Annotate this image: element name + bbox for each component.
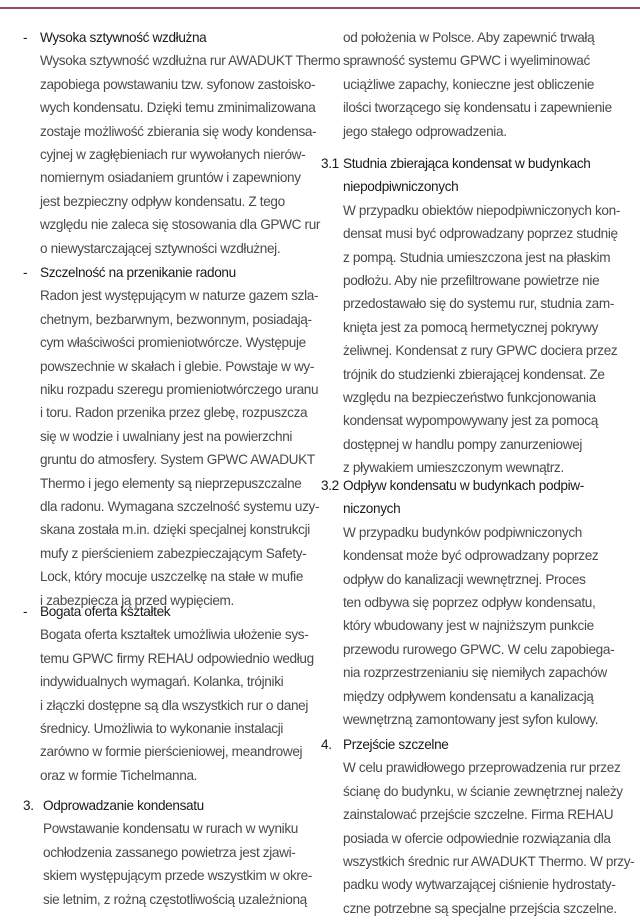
body-line: dostępnej w handlu pompy zanurzeniowej bbox=[343, 436, 583, 452]
section-heading bbox=[321, 152, 620, 199]
body-line: jego stałego odprowadzenia. bbox=[343, 123, 507, 139]
body-line: dla radonu. Wymagana szczelność systemu uzy- bbox=[40, 499, 320, 515]
body-line: powszechnie w skałach i glebie. Powstaje w wy- bbox=[40, 358, 315, 374]
heading-text: niepodpiwniczonych bbox=[343, 179, 459, 195]
body-line: średnicy. Umożliwia to wykonanie instalacji bbox=[40, 721, 284, 737]
section-number: 4. bbox=[321, 737, 332, 752]
section-body bbox=[40, 49, 340, 260]
section-heading bbox=[321, 474, 614, 521]
body-line: i toru. Radon przenika przez glebę, rozpuszcza bbox=[40, 405, 308, 421]
section-body bbox=[343, 521, 614, 732]
body-line: Radon jest występującym w naturze gazem szla- bbox=[40, 288, 319, 304]
body-line: zostaje możliwość zbierania się wody kondensa- bbox=[40, 123, 317, 139]
section-body bbox=[343, 756, 634, 920]
body-line: względu nie zaleca się stosowania dla GPWC rur bbox=[40, 217, 321, 233]
body-line: wych kondensatu. Dzięki temu zminimalizowana bbox=[40, 100, 316, 116]
body-line: padku wody wytwarzającej ciśnienie hydrostaty- bbox=[343, 877, 616, 893]
body-line: cyjnej w zagłębieniach rur wywołanych nierów- bbox=[40, 147, 306, 163]
body-line: nomiernym osiadaniem gruntów i zapewniony bbox=[40, 170, 301, 186]
body-line: zainstalować przejście szczelne. Firma REHAU bbox=[343, 807, 614, 823]
heading-text: Wysoka sztywność wzdłużna bbox=[40, 30, 207, 45]
body-line: z pływakiem umieszczonym wewnątrz. bbox=[343, 460, 564, 476]
section-fittings-offer bbox=[23, 600, 314, 787]
body-line: Powstawanie kondensatu w rurach w wyniku bbox=[43, 821, 298, 837]
section-heading bbox=[23, 26, 340, 49]
heading-text: Szczelność na przenikanie radonu bbox=[40, 265, 236, 280]
body-line: ten odbywa się poprzez odpływ kondensatu, bbox=[343, 595, 596, 611]
section-body bbox=[43, 817, 312, 911]
body-line: sie letnim, z rożną częstotliwością uzależnioną bbox=[43, 891, 307, 907]
body-line: się w wodzie i uwalniany jest na powierzchni bbox=[40, 428, 293, 444]
body-line: indywidualnych wymagań. Kolanka, trójniki bbox=[40, 674, 284, 690]
section-heading bbox=[321, 733, 634, 756]
body-line: zarówno w formie pierścieniowej, meandrowej bbox=[40, 744, 303, 760]
body-line: sprawność systemu GPWC i wyeliminować bbox=[343, 53, 590, 69]
bullet-dash: - bbox=[23, 265, 28, 280]
section-heading bbox=[23, 794, 312, 817]
section-condensate-drainage bbox=[23, 794, 312, 911]
body-line: chetnym, bezbarwnym, bezwonnym, posiadają- bbox=[40, 311, 312, 327]
body-line: zapobiega powstawaniu tzw. syfonow zastoisko- bbox=[40, 76, 316, 92]
body-line: ochłodzenia zassanego powietrza jest zjawi- bbox=[43, 844, 296, 860]
body-line: kondensat wypompowywany jest za pomocą bbox=[343, 413, 598, 429]
body-line: ilości tworzącego się kondensatu i zapewnienie bbox=[343, 100, 612, 116]
body-line: wewnętrzną zamontowany jest syfon kulowy. bbox=[343, 712, 599, 728]
body-line: Bogata oferta kształtek umożliwia ułożenie sys- bbox=[40, 627, 309, 643]
body-line: Lock, który mocuje uszczelkę na stałe w mufie bbox=[40, 569, 304, 585]
section-number: 3.1 bbox=[321, 156, 339, 171]
heading-text: Studnia zbierająca kondensat w budynkach bbox=[343, 156, 591, 171]
section-heading bbox=[23, 261, 319, 284]
body-line: gruntu do atmosfery. System GPWC AWADUKT bbox=[40, 452, 315, 468]
body-line: i złączki dostępne są dla wszystkich rur o danej bbox=[40, 697, 309, 713]
section-4-sealed-passage bbox=[321, 733, 635, 920]
section-condensate-continued bbox=[343, 26, 612, 143]
body-line: odpływ do kanalizacji wewnętrznej. Proces bbox=[343, 571, 586, 587]
bullet-dash: - bbox=[23, 30, 28, 45]
section-3-2-drain-basement bbox=[321, 474, 615, 731]
body-line: skiem występującym przede wszystkim w okre- bbox=[43, 868, 312, 884]
body-line: podłożu. Aby nie przefiltrowane powietrze nie bbox=[343, 273, 600, 289]
body-line: densat musi być odprowadzany poprzez studnię bbox=[343, 226, 618, 242]
body-line: przewodu rurowego GPWC. W celu zapobiega- bbox=[343, 641, 615, 657]
body-line: od położenia w Polsce. Aby zapewnić trwałą bbox=[343, 30, 595, 45]
body-line: uciążliwe zapachy, konieczne jest obliczenie bbox=[343, 76, 595, 92]
body-line: jest bezpieczny odpływ kondensatu. Z tego bbox=[40, 193, 285, 209]
heading-text: Odpływ kondensatu w budynkach podpiw- bbox=[343, 478, 584, 493]
section-body bbox=[343, 26, 612, 143]
section-radon-tightness bbox=[23, 261, 320, 612]
heading-text: Odprowadzanie kondensatu bbox=[43, 798, 204, 813]
body-line: który wbudowany jest w najniższym punkcie bbox=[343, 618, 594, 634]
section-3-1-collection-well bbox=[321, 152, 621, 480]
body-line: knięta jest za pomocą hermetycznej pokrywy bbox=[343, 319, 599, 335]
section-heading bbox=[23, 600, 314, 623]
body-line: W przypadku obiektów niepodpiwniczonych kon- bbox=[343, 202, 621, 218]
body-line: Wysoka sztywność wzdłużna rur AWADUKT Thermo bbox=[40, 53, 341, 69]
body-line: Thermo i jego elementy są nieprzepuszczalne bbox=[40, 475, 302, 491]
heading-text: Bogata oferta kształtek bbox=[40, 604, 171, 619]
body-line: żeliwnej. Kondensat z rury GPWC dociera przez bbox=[343, 343, 618, 359]
body-line: o niewystarczającej sztywności wzdłużnej. bbox=[40, 240, 281, 256]
body-line: cym właściwości promieniotwórcze. Występuje bbox=[40, 335, 306, 351]
body-line: ścianę do budynku, w ścianie zewnętrznej należy bbox=[343, 783, 623, 799]
body-line: skana została m.in. dzięki specjalnej konstrukcji bbox=[40, 522, 310, 538]
body-line: trójnik do studzienki zbierającej kondensat. Ze bbox=[343, 366, 605, 382]
bullet-dash: - bbox=[23, 604, 28, 619]
heading-text: niczonych bbox=[343, 501, 401, 517]
body-line: posiada w ofercie odpowiednie rozwiązania dla bbox=[343, 830, 611, 846]
body-line: kondensat może być odprowadzany poprzez bbox=[343, 548, 599, 564]
body-line: czne potrzebne są specjalne przejścia szczelne. bbox=[343, 900, 617, 916]
section-body bbox=[343, 199, 620, 480]
section-body bbox=[40, 623, 314, 787]
body-line: i zabezpiecza ją przed wypięciem. bbox=[40, 592, 234, 608]
body-line: oraz w formie Tichelmanna. bbox=[40, 767, 198, 783]
top-rule bbox=[0, 7, 640, 9]
body-line: nia rozprzestrzenianiu się niemiłych zapachów bbox=[343, 665, 607, 681]
body-line: niku rozpadu szeregu promieniotwórczego uranu bbox=[40, 382, 319, 398]
body-line: przedostawało się do systemu rur, studnia zam- bbox=[343, 296, 615, 312]
heading-text: Przejście szczelne bbox=[343, 737, 449, 752]
body-line: mufy z pierścieniem zabezpieczającym Safety- bbox=[40, 545, 307, 561]
body-line: z pompą. Studnia umieszczona jest na płaskim bbox=[343, 249, 611, 265]
body-line: W celu prawidłowego przeprowadzenia rur przez bbox=[343, 760, 621, 776]
body-line: wszystkich średnic rur AWADUKT Thermo. W przy- bbox=[343, 854, 635, 870]
section-body bbox=[40, 284, 319, 612]
section-number: 3. bbox=[23, 798, 34, 813]
body-line: temu GPWC firmy REHAU odpowiednio według bbox=[40, 650, 314, 666]
section-number: 3.2 bbox=[321, 478, 339, 493]
body-line: względu na bezpieczeństwo funkcjonowania bbox=[343, 390, 596, 406]
body-line: W przypadku budynków podpiwniczonych bbox=[343, 524, 583, 540]
body-line: między odpływem kondensatu a kanalizacją bbox=[343, 688, 594, 704]
section-longitudinal-stiffness bbox=[23, 26, 341, 260]
